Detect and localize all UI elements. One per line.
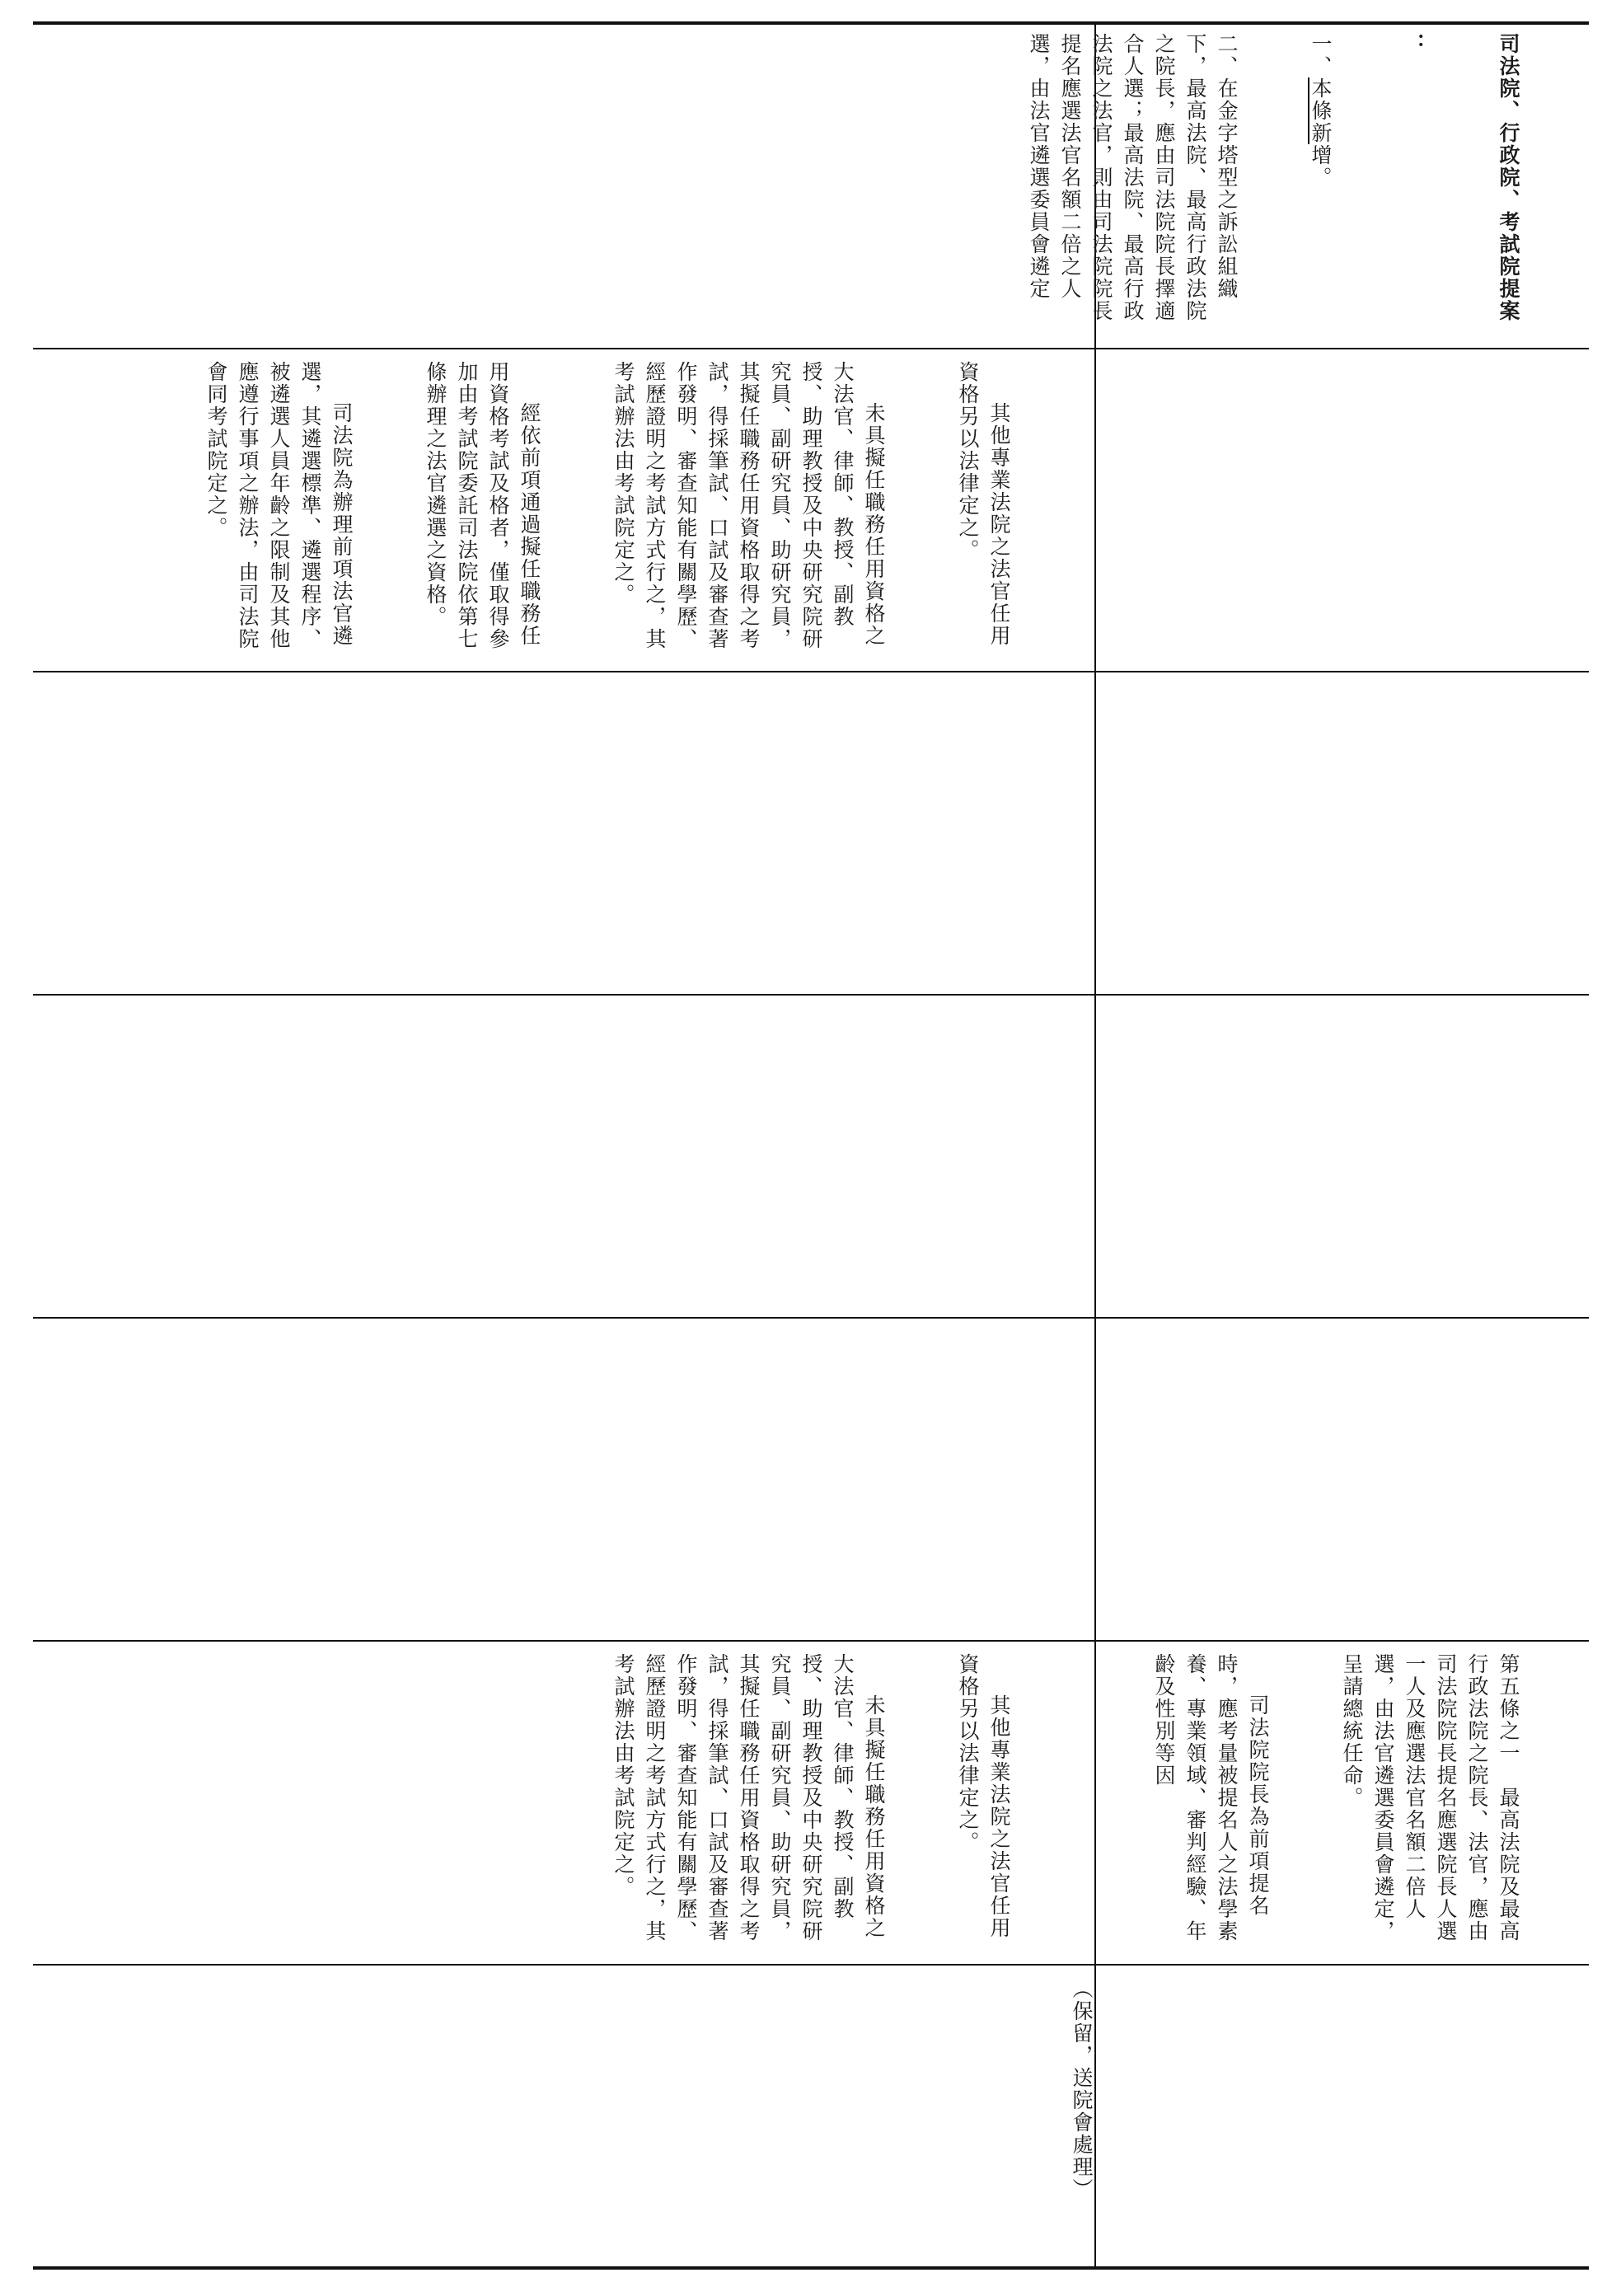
article-paragraph: 其他專業法院之法官任用資格另以法律定之。 xyxy=(956,1653,1011,1939)
table-border-bottom xyxy=(33,2266,1589,2270)
column-divider xyxy=(1094,23,1096,2268)
article-text-cell xyxy=(72,1653,1077,1958)
article-paragraph: 未具擬任職務任用資格之大法官、律師、教授、副教授、助理教授及中央研究院研究員、副研究員、助研究員，其擬任職務任用資格取得之考試，得採筆試、口試及審查著作發明、審查知能有關學歷、經歷證明之考試方式行之，其考試辦法由考試院定之。 xyxy=(611,1653,886,1942)
row-divider xyxy=(33,1317,1589,1319)
reservation-text: （保留，送院會處理） xyxy=(1070,1978,1094,2200)
row-divider xyxy=(33,348,1589,349)
table-border-top xyxy=(33,21,1589,25)
row-divider xyxy=(33,994,1589,996)
article-paragraph: 司法院為辦理前項法官遴選，其遴選標準、遴選程序、被遴選人員年齡之限制及其他應遵行事項之辦法，由司法院會同考試院定之。 xyxy=(204,361,354,650)
proposal-notes-cell xyxy=(1027,33,1586,340)
proposal-heading: 司法院、行政院、考試院提案 xyxy=(1497,33,1520,322)
article-paragraph: 第五條之一 最高法院及最高行政法院之院長、法官，應由司法院院長提名應選院長人選一人及應選法官名額二倍人選，由法官遴選委員會遴定，呈請總統任命。 xyxy=(1340,1653,1520,1942)
row-divider xyxy=(33,671,1589,672)
row-divider xyxy=(33,1964,1589,1966)
article-paragraph: 司法院院長為前項提名時，應考量被提名人之法學素養、專業領域、審判經驗、年齡及性別等因 xyxy=(1152,1653,1270,1942)
note-item: 一、本條新增。 xyxy=(1309,33,1333,189)
reservation-note xyxy=(1070,1978,1160,2258)
article-5-1-cell xyxy=(1108,1653,1586,1958)
article-text-cell xyxy=(72,361,1077,666)
row-divider xyxy=(33,1640,1589,1642)
article-paragraph: 經依前項通過擬任職務任用資格考試及格者，僅取得參加由考試院委託司法院依第七條辦理之法官遴選之資格。 xyxy=(424,361,541,650)
note-item: 二、在金字塔型之訴訟組織下，最高法院、最高行政法院之院長，應由司法院院長擇適合人選；最高法院、最高行政法院之法官，則由司法院院長提名應選法官名額二倍之人選，由法官遴選委員會遴定 xyxy=(1027,33,1239,322)
article-paragraph: 其他專業法院之法官任用資格另以法律定之。 xyxy=(956,361,1011,647)
heading-colon: ： xyxy=(1403,33,1427,55)
article-paragraph: 未具擬任職務任用資格之大法官、律師、教授、副教授、助理教授及中央研究院研究員、副研究員、助研究員，其擬任職務任用資格取得之考試，得採筆試、口試及審查著作發明、審查知能有關學歷、經歷證明之考試方式行之，其考試辦法由考試院定之。 xyxy=(611,361,886,650)
